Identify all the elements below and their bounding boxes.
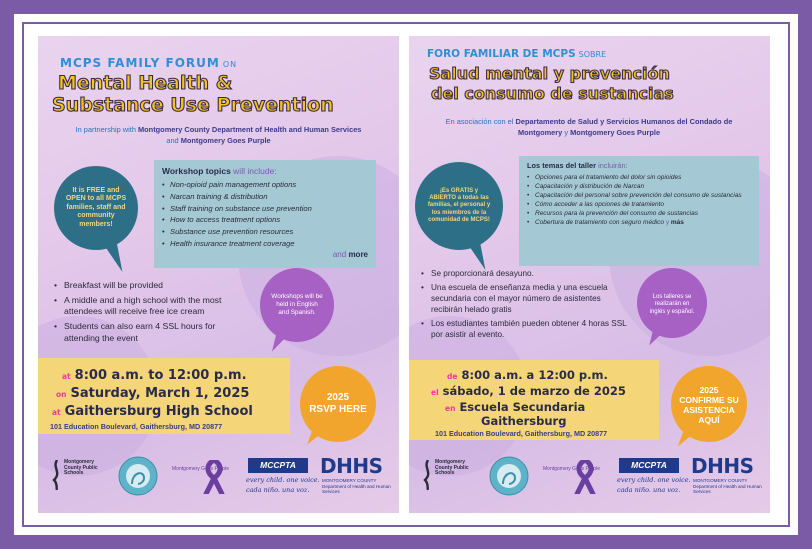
rsvp-label[interactable]: 2025 CONFIRME SU ASISTENCIA AQUÍ	[679, 384, 739, 426]
info-item: • Students can also earn 4 SSL hours for attending the event	[52, 321, 248, 344]
partnership-line: In partnership with Montgomery County Department of Health and Human Services and Montgomery Goes Purple	[75, 125, 362, 146]
free-open-bubble: ¡Es GRATIS y ABIERTO a todas las familias, el personal y los miembros de la comunidad de MCPS!	[415, 162, 509, 256]
mccpta-tagline-es: cada niño. una voz.	[246, 486, 310, 494]
title-line-2: Substance Use Prevention	[52, 94, 334, 116]
mccpta-logo: MCCPTA	[248, 458, 308, 473]
partner-logos	[409, 450, 770, 506]
partner-logos	[38, 450, 399, 506]
event-date: on Saturday, March 1, 2025	[56, 386, 250, 401]
info-item: • Se proporcionará desayuno.	[419, 268, 629, 279]
topic-item: • Cómo acceder a las opciones de tratamiento	[527, 200, 751, 209]
topic-item: • Health insurance treatment coverage	[162, 238, 368, 250]
dhhs-subtitle: MONTGOMERY COUNTY Department of Health and Human Services	[693, 478, 762, 494]
services-seal-icon	[489, 454, 529, 498]
event-address: 101 Education Boulevard, Gaithersburg, MD 20877	[50, 422, 223, 431]
mcps-logo: Montgomery County Public Schools	[421, 458, 467, 498]
event-address: 101 Education Boulevard, Gaithersburg, MD 20877	[435, 429, 608, 438]
workshop-topics-box	[154, 160, 376, 268]
dhhs-logo: DHHS	[320, 454, 383, 478]
dhhs-logo: DHHS	[691, 454, 754, 478]
forum-kicker: MCPS FAMILY FORUM ON	[60, 56, 238, 70]
topics-heading: Los temas del taller incluirán:	[527, 161, 628, 170]
flyer-spanish	[409, 36, 770, 513]
topic-item: • Capacitación del personal sobre prevención del consumo de sustancias	[527, 191, 751, 200]
forum-kicker: FORO FAMILIAR DE MCPS SOBRE	[427, 48, 607, 60]
dhhs-subtitle: MONTGOMERY COUNTY Department of Health and Human Services	[322, 478, 391, 494]
topics-heading: Workshop topics will include:	[162, 166, 277, 176]
info-item: • Una escuela de enseñanza media y una escuela secundaria con el mayor número de asistentes recibirán helado gratis	[419, 282, 629, 315]
topic-item: • Recursos para la prevención del consumo de sustancias	[527, 209, 751, 218]
flyer-english	[38, 36, 399, 513]
event-place: at Gaithersburg High School	[52, 404, 253, 419]
event-info-list	[52, 280, 248, 348]
topics-more: and more	[332, 249, 368, 259]
topic-item: • Narcan training & distribution	[162, 191, 368, 203]
language-bubble: Workshops will be held in English and Spanish.	[260, 268, 340, 348]
topic-item: • Capacitación y distribución de Narcan	[527, 182, 751, 191]
partnership-line: En asociación con el Departamento de Salud y Servicios Humanos del Condado de Montgomery y Montgomery Goes Purple	[445, 117, 733, 138]
mccpta-tagline-en: every child. one voice.	[246, 476, 320, 484]
topic-item: • Substance use prevention resources	[162, 226, 368, 238]
title-line-1: Salud mental y prevención	[429, 64, 670, 83]
mccpta-tagline-es: cada niño. una voz.	[617, 486, 681, 494]
services-seal-icon	[118, 454, 158, 498]
event-time: de 8:00 a.m. a 12:00 p.m.	[447, 368, 608, 382]
event-date: el sábado, 1 de marzo de 2025	[431, 384, 626, 398]
topic-item: • Cobertura de tratamiento con seguro médico y más	[527, 218, 751, 227]
montgomery-goes-purple-logo: Montgomery Goes Purple	[172, 456, 242, 496]
event-time: at 8:00 a.m. to 12:00 p.m.	[62, 368, 247, 383]
info-item: • Los estudiantes también pueden obtener 4 horas SSL por asistir al evento.	[419, 318, 629, 340]
mccpta-tagline-en: every child. one voice.	[617, 476, 691, 484]
title-line-2: del consumo de sustancias	[431, 84, 674, 103]
title-line-1: Mental Health &	[58, 72, 233, 94]
topic-item: • Opciones para el tratamiento del dolor sin opioides	[527, 173, 751, 182]
free-open-bubble: It is FREE and OPEN to all MCPS families, staff and community members!	[54, 166, 144, 256]
event-details-box	[409, 360, 659, 440]
rsvp-label[interactable]: 2025 RSVP HERE	[309, 392, 367, 415]
topic-item: • Staff training on substance use prevention	[162, 203, 368, 215]
topic-item: • Non-opioid pain management options	[162, 179, 368, 191]
event-place-line-2: Gaithersburg	[481, 414, 567, 428]
workshop-topics-box	[519, 156, 759, 266]
info-item: • A middle and a high school with the most attendees will receive free ice cream	[52, 295, 248, 318]
rsvp-button[interactable]	[671, 366, 751, 450]
topic-item: • How to access treatment options	[162, 214, 368, 226]
mccpta-logo: MCCPTA	[619, 458, 679, 473]
event-place: en Escuela Secundaria	[445, 400, 586, 414]
event-info-list	[419, 268, 629, 343]
info-item: • Breakfast will be provided	[52, 280, 248, 292]
montgomery-goes-purple-logo: Montgomery Goes Purple	[543, 456, 613, 496]
rsvp-button[interactable]	[300, 366, 380, 448]
language-bubble: Los talleres se realizarán en inglés y español.	[637, 268, 713, 348]
mcps-logo: Montgomery County Public Schools	[50, 458, 96, 498]
event-details-box	[38, 358, 290, 434]
